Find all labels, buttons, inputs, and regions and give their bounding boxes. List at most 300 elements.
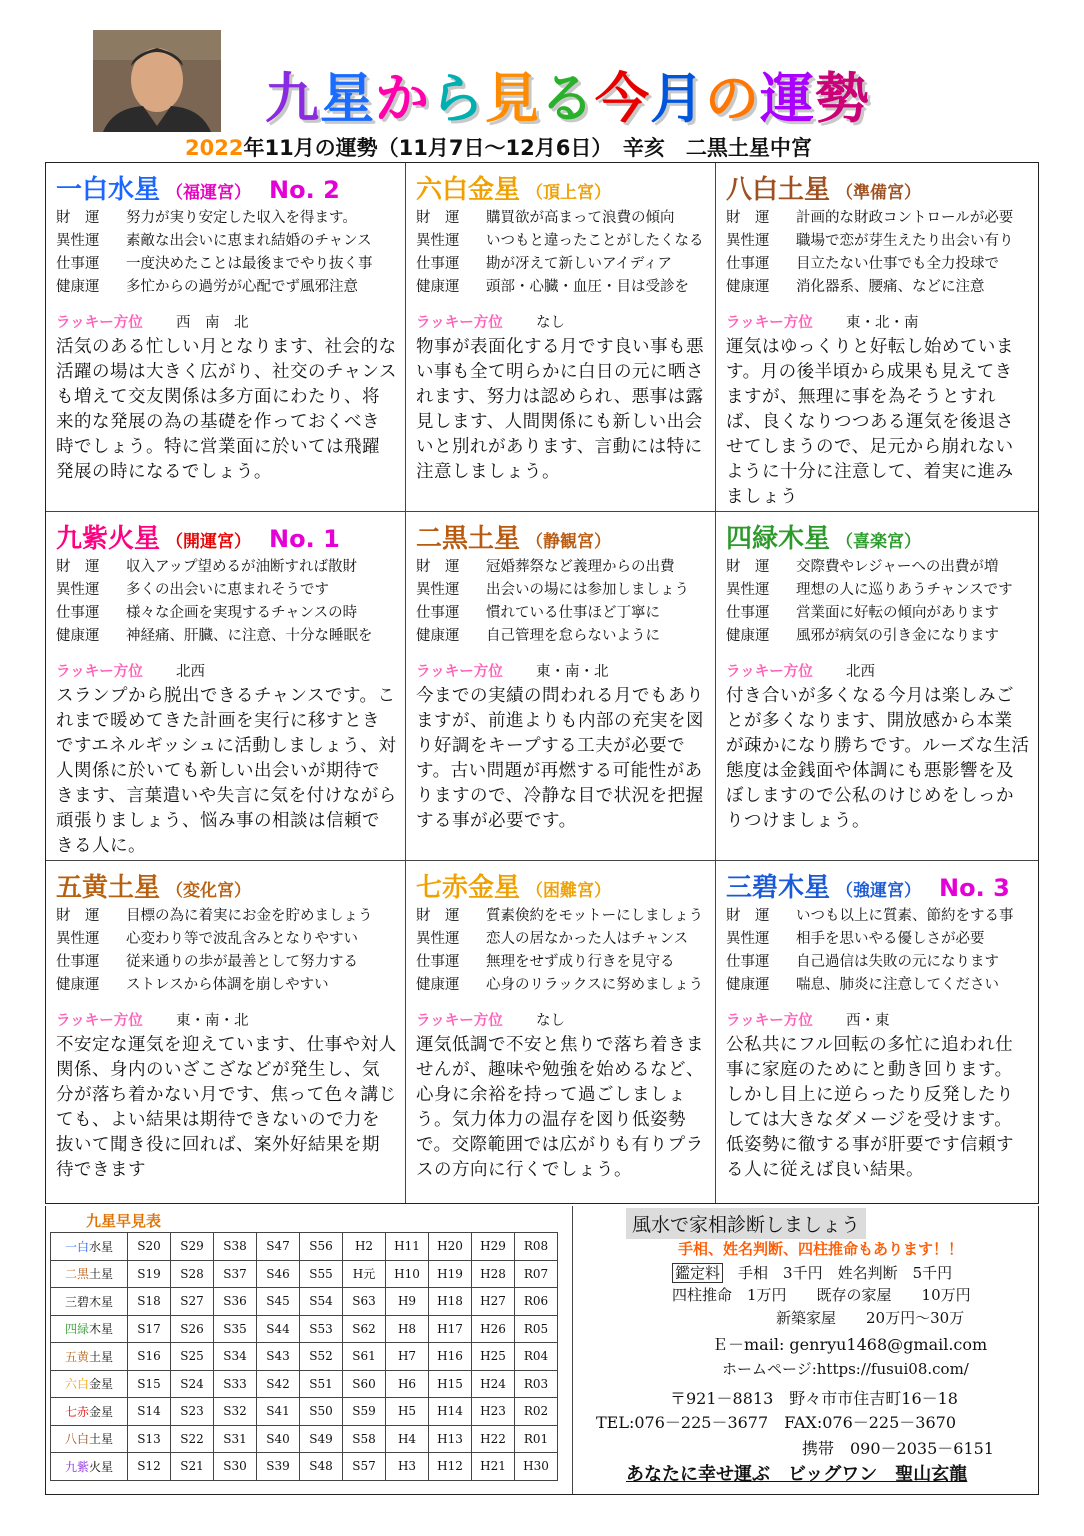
hayami-cell: H22 (472, 1425, 515, 1453)
fortune-line (416, 230, 707, 253)
fortune-value: いつもと違ったことがしたくなる (486, 233, 704, 249)
hayami-cell: S41 (257, 1398, 300, 1426)
star-palace: （静観宮） (526, 532, 612, 552)
hayami-star (51, 1425, 128, 1453)
hayami-star-suffix: 土星 (89, 1267, 114, 1282)
star-palace: （開運宮） (166, 532, 252, 552)
fortune-key: 仕事運 (416, 605, 460, 621)
star-description: 不安定な運気を迎えています、仕事や対人関係、身内のいざこざなどが発生し、気分が落ち着かない月です、焦って色々講じても、よい結果は期待できないので力を抜いて聞き役に回れば、案外好結果を期待できます (56, 1035, 397, 1180)
fortune-value: 理想の人に巡りあうチャンスです (796, 582, 1013, 598)
star-palace: （頂上宮） (526, 183, 612, 203)
lucky-value: なし (536, 315, 565, 331)
fortune-list (726, 207, 1030, 299)
hayami-cell: H29 (472, 1233, 515, 1261)
hayami-cell: H13 (429, 1425, 472, 1453)
fortune-value: 質素倹約をモットーにしましょう (486, 908, 704, 924)
lucky-direction (726, 1011, 1030, 1031)
hayami-cell: S47 (257, 1233, 300, 1261)
fortune-value: 心身のリラックスに努めましょう (486, 977, 704, 993)
hayami-cell: S34 (214, 1343, 257, 1371)
title-char: 今 (595, 67, 650, 130)
fortune-value: 出会いの場には参加しましょう (486, 582, 689, 598)
fortune-line (56, 602, 397, 625)
fortune-key: 異性運 (726, 931, 770, 947)
hayami-row (51, 1425, 558, 1453)
hayami-star-suffix: 金星 (89, 1377, 114, 1392)
hayami-row (51, 1398, 558, 1426)
fortune-key: 財 運 (56, 210, 100, 226)
fortune-line (56, 974, 397, 997)
fortune-key: 異性運 (726, 582, 770, 598)
lucky-direction (726, 313, 1030, 333)
fortune-list (726, 905, 1030, 997)
hayami-star-prefix: 六白 (64, 1377, 89, 1392)
hayami-star-prefix: 八白 (64, 1432, 89, 1447)
fee-line-3: 新築家屋 20万円～30万 (776, 1309, 965, 1327)
hayami-star-suffix: 火星 (89, 1459, 114, 1474)
hayami-cell: H4 (386, 1425, 429, 1453)
hayami-star (51, 1453, 128, 1481)
fortune-key: 異性運 (416, 233, 460, 249)
star-name: 一白水星 (56, 175, 161, 205)
lucky-label: ラッキー方位 (416, 1013, 503, 1029)
hayami-cell: R08 (515, 1233, 558, 1261)
hayami-table (50, 1232, 558, 1481)
hayami-cell: S58 (343, 1425, 386, 1453)
hayami-cell: S17 (128, 1315, 171, 1343)
fortune-value: 消化器系、腰痛、などに注意 (796, 279, 985, 295)
fortune-value: 勘が冴えて新しいアイディア (486, 256, 673, 272)
fortune-line (416, 951, 707, 974)
hayami-star-suffix: 木星 (89, 1294, 114, 1309)
star-name: 二黒土星 (416, 524, 521, 554)
fortune-grid (45, 162, 1039, 1204)
hayami-cell: S55 (300, 1260, 343, 1288)
fortune-list (416, 207, 707, 299)
fortune-line (416, 556, 707, 579)
star-header (416, 169, 707, 205)
fortune-value: 職場で恋が芽生えたり出会い有り (796, 233, 1014, 249)
hayami-cell: H6 (386, 1370, 429, 1398)
fortune-key: 健康運 (726, 977, 770, 993)
fee-1: 手相 3千円 姓名判断 5千円 (738, 1264, 953, 1282)
mobile: 携帯 090－2035－6151 (802, 1439, 994, 1458)
fortune-key: 健康運 (726, 279, 770, 295)
hayami-star (51, 1370, 128, 1398)
lucky-direction (56, 313, 397, 333)
lucky-value: 北西 (176, 664, 205, 680)
hayami-cell: S32 (214, 1398, 257, 1426)
fortune-value: いつも以上に質素、節約をする事 (796, 908, 1014, 924)
star-header (416, 518, 707, 554)
hayami-cell: H12 (429, 1453, 472, 1481)
fortune-key: 異性運 (416, 931, 460, 947)
lucky-value: 東・南・北 (536, 664, 609, 680)
hayami-star (51, 1233, 128, 1261)
homepage-link[interactable]: ホームページ:https://fusui08.com/ (722, 1360, 969, 1378)
fortune-key: 仕事運 (416, 954, 460, 970)
hayami-cell: H21 (472, 1453, 515, 1481)
hayami-cell: S23 (171, 1398, 214, 1426)
hayami-cell: S48 (300, 1453, 343, 1481)
fortune-line (726, 579, 1030, 602)
fortune-line (56, 253, 397, 276)
hayami-cell: S62 (343, 1315, 386, 1343)
fortune-key: 健康運 (416, 628, 460, 644)
fortune-key: 財 運 (56, 559, 100, 575)
fortune-key: 異性運 (56, 582, 100, 598)
fortune-line (726, 905, 1030, 928)
title-char: る (540, 67, 595, 130)
star-palace: （変化宮） (166, 881, 252, 901)
hayami-cell: S53 (300, 1315, 343, 1343)
hayami-star (51, 1288, 128, 1316)
star-description: 今までの実績の問われる月でもありますが、前進よりも内部の充実を図り好調をキープする工夫が必要です。古い問題が再燃する可能性がありますので、冷静な目で状況を把握する事が必要です。 (416, 686, 704, 831)
hayami-cell: H15 (429, 1370, 472, 1398)
hayami-cell: H27 (472, 1288, 515, 1316)
fortune-row (46, 163, 1038, 512)
fortune-list (56, 905, 397, 997)
hayami-cell: H25 (472, 1343, 515, 1371)
fortune-value: 無理をせず成り行きを見守る (486, 954, 675, 970)
star-cell (716, 861, 1038, 1203)
fortune-line (56, 951, 397, 974)
hayami-cell: H9 (386, 1288, 429, 1316)
fortune-row (46, 512, 1038, 861)
hayami-cell: S36 (214, 1288, 257, 1316)
hayami-star-suffix: 土星 (89, 1432, 114, 1447)
lucky-direction (726, 662, 1030, 682)
fortune-line (416, 625, 707, 648)
title-char: 見 (485, 67, 540, 130)
fortune-key: 仕事運 (726, 256, 770, 272)
fortune-line (56, 207, 397, 230)
hayami-row (51, 1233, 558, 1261)
hayami-cell: H7 (386, 1343, 429, 1371)
hayami-star (51, 1398, 128, 1426)
star-description: 運気はゆっくりと好転し始めています。月の後半頃から成果も見えてきますが、無理に事を為そうとすれば、良くなりつつある運気を後退させてしまうので、足元から崩れないように十分に注意して、着実に進みましょう (726, 337, 1014, 507)
star-header (726, 518, 1030, 554)
lucky-value: 北西 (846, 664, 875, 680)
fortune-line (726, 602, 1030, 625)
fortune-key: 健康運 (416, 977, 460, 993)
fortune-line (56, 905, 397, 928)
fortune-value: 一度決めたことは最後までやり抜く事 (126, 256, 373, 272)
fortune-value: 風邪が病気の引き金になります (796, 628, 999, 644)
hayami-cell: R07 (515, 1260, 558, 1288)
fortune-value: 恋人の居なかった人はチャンス (486, 931, 689, 947)
hayami-cell: S57 (343, 1453, 386, 1481)
hayami-cell: R05 (515, 1315, 558, 1343)
hayami-cell: S40 (257, 1425, 300, 1453)
divider (572, 1206, 573, 1494)
fortune-line (416, 207, 707, 230)
star-description: 付き合いが多くなる今月は楽しみごとが多くなります、開放感から本業が疎かになり勝ちです。ルーズな生活態度は金銭面や体調にも悪影響を及ぼしますので公私のけじめをしっかりつけましょう。 (726, 686, 1030, 831)
star-description: 活気のある忙しい月となります、社会的な活躍の場は大きく広がり、社交のチャンスも増えて交友関係は多方面にわたり、将来的な発展の為の基礎を作っておくべき時でしょう。特に営業面に於いては飛躍発展の時になるでしょう。 (56, 337, 397, 482)
fortune-line (726, 253, 1030, 276)
fortune-value: 素敵な出会いに恵まれ結婚のチャンス (126, 233, 372, 249)
lucky-label: ラッキー方位 (726, 315, 813, 331)
star-description: 公私共にフル回転の多忙に追われ仕事に家庭のためにと動き回ります。しかし目上に逆らったり反発したりしては大きなダメージを受けます。低姿勢に徹する事が肝要です信頼する人に従えば良い結果。 (726, 1035, 1014, 1180)
hayami-cell: S46 (257, 1260, 300, 1288)
star-header (726, 867, 1030, 903)
hayami-cell: S19 (128, 1260, 171, 1288)
star-header (726, 169, 1030, 205)
hayami-cell: S43 (257, 1343, 300, 1371)
star-palace: （困難宮） (526, 881, 612, 901)
fortune-value: 計画的な財政コントロールが必要 (796, 210, 1014, 226)
bottom-section (45, 1206, 1039, 1495)
hayami-cell: S61 (343, 1343, 386, 1371)
fortune-value: 営業面に好転の傾向があります (796, 605, 999, 621)
lucky-direction (416, 313, 707, 333)
fortune-key: 財 運 (416, 559, 460, 575)
lucky-value: なし (536, 1013, 565, 1029)
fee-label: 鑑定料 (672, 1263, 723, 1283)
hayami-cell: S29 (171, 1233, 214, 1261)
title-char: 九 (265, 67, 320, 130)
fortune-key: 財 運 (726, 210, 770, 226)
hayami-cell: H16 (429, 1343, 472, 1371)
hayami-star-prefix: 三碧 (64, 1294, 89, 1309)
hayami-cell: S54 (300, 1288, 343, 1316)
email[interactable]: Ｅ－mail: genryu1468@gmail.com (712, 1335, 988, 1354)
star-description: スランプから脱出できるチャンスです。これまで暖めてきた計画を実行に移すときですエネルギッシュに活動しましょう、対人関係に於いても新しい出会いが期待できます、言葉遣いや失言に気を付けながら頑張りましょう、悩み事の相談は信頼できる人に。 (56, 686, 397, 856)
fortune-key: 仕事運 (56, 954, 100, 970)
title-char: ら (430, 67, 485, 130)
hayami-title: 九星早見表 (86, 1212, 162, 1230)
fortune-value: 多くの出会いに恵まれそうです (126, 582, 329, 598)
hayami-star-suffix: 土星 (89, 1349, 114, 1364)
hayami-cell: S14 (128, 1398, 171, 1426)
fortune-value: 目立たない仕事でも全力投球で (796, 256, 999, 272)
hayami-row (51, 1315, 558, 1343)
page-title (265, 56, 870, 133)
star-cell (406, 512, 716, 860)
lucky-value: 西・東 (846, 1013, 890, 1029)
hayami-star-prefix: 七赤 (64, 1404, 89, 1419)
star-header (56, 169, 397, 205)
hayami-star (51, 1343, 128, 1371)
star-name: 四緑木星 (726, 524, 831, 554)
fortune-line (416, 905, 707, 928)
fortune-value: 目標の為に着実にお金を貯めましょう (126, 908, 373, 924)
hayami-star-prefix: 五黄 (64, 1349, 89, 1364)
star-name: 三碧木星 (726, 873, 831, 903)
fortune-value: 多忙からの過労が心配でず風邪注意 (126, 279, 358, 295)
fortune-key: 健康運 (56, 279, 100, 295)
star-description: 物事が表面化する月です良い事も悪い事も全て明らかに白日の元に晒されます、努力は認められ、悪事は露見します、人間関係にも新しい出会いと別れがあります、言動には特に注意しましょう。 (416, 337, 704, 482)
fortune-key: 財 運 (416, 908, 460, 924)
hayami-cell: S20 (128, 1233, 171, 1261)
star-name: 五黄土星 (56, 873, 161, 903)
star-header (416, 867, 707, 903)
hayami-cell: H元 (343, 1260, 386, 1288)
fortune-value: 冠婚葬祭など義理からの出費 (486, 559, 675, 575)
lucky-value: 西 南 北 (176, 315, 249, 331)
hayami-cell: S33 (214, 1370, 257, 1398)
hayami-star-suffix: 水星 (89, 1239, 114, 1254)
hayami-star-suffix: 木星 (89, 1322, 114, 1337)
star-palace: （強運宮） (836, 881, 922, 901)
fortune-value: 神経痛、肝臓、に注意、十分な睡眠を (126, 628, 373, 644)
fortune-value: 慣れている仕事ほど丁寧に (486, 605, 660, 621)
hayami-cell: S26 (171, 1315, 214, 1343)
lucky-direction (416, 1011, 707, 1031)
fortune-line (726, 556, 1030, 579)
lucky-label: ラッキー方位 (56, 664, 143, 680)
fortune-key: 健康運 (416, 279, 460, 295)
fortune-list (416, 556, 707, 648)
hayami-cell: S63 (343, 1288, 386, 1316)
fee-line-2: 四柱推命 1万円 既存の家屋 10万円 (672, 1286, 971, 1304)
hayami-cell: S16 (128, 1343, 171, 1371)
hayami-star (51, 1260, 128, 1288)
fortune-list (416, 905, 707, 997)
lucky-label: ラッキー方位 (726, 1013, 813, 1029)
fortune-key: 仕事運 (416, 256, 460, 272)
fortune-line (56, 276, 397, 299)
fortune-value: 心変わり等で波乱含みとなりやすい (126, 931, 358, 947)
hayami-cell: H2 (343, 1233, 386, 1261)
star-description: 運気低調で不安と焦りで落ち着きませんが、趣味や勉強を始めるなど、心身に余裕を持って過ごしましょう。気力体力の温存を図り低姿勢で。交際範囲では広がりも有りプラスの方向に行くでしょう。 (416, 1035, 704, 1180)
hayami-cell: S38 (214, 1233, 257, 1261)
fortune-line (726, 230, 1030, 253)
fortune-value: 交際費やレジャーへの出費が増 (796, 559, 999, 575)
fortune-key: 財 運 (726, 908, 770, 924)
title-char: 星 (320, 67, 375, 130)
hayami-cell: S44 (257, 1315, 300, 1343)
hayami-cell: H20 (429, 1233, 472, 1261)
hayami-cell: H18 (429, 1288, 472, 1316)
portrait-photo (93, 30, 221, 132)
hayami-cell: S25 (171, 1343, 214, 1371)
rank-badge: No. 3 (939, 874, 1010, 902)
hayami-cell: H19 (429, 1260, 472, 1288)
lucky-direction (56, 1011, 397, 1031)
fortune-value: 購買欲が高まって浪費の傾向 (486, 210, 675, 226)
hayami-row (51, 1370, 558, 1398)
star-palace: （福運宮） (166, 183, 252, 203)
fortune-value: 喘息、肺炎に注意してください (796, 977, 999, 993)
star-name: 九紫火星 (56, 524, 161, 554)
hayami-cell: S56 (300, 1233, 343, 1261)
star-name: 七赤金星 (416, 873, 521, 903)
fortune-key: 健康運 (726, 628, 770, 644)
fortune-line (416, 579, 707, 602)
hayami-cell: S35 (214, 1315, 257, 1343)
hayami-cell: R02 (515, 1398, 558, 1426)
hayami-cell: S50 (300, 1398, 343, 1426)
hayami-cell: S60 (343, 1370, 386, 1398)
hayami-cell: S59 (343, 1398, 386, 1426)
fortune-key: 財 運 (726, 559, 770, 575)
star-cell (46, 861, 406, 1203)
fortune-line (56, 556, 397, 579)
hayami-cell: R01 (515, 1425, 558, 1453)
lucky-label: ラッキー方位 (726, 664, 813, 680)
fortune-line (726, 625, 1030, 648)
star-cell (716, 512, 1038, 860)
subtitle-text: 年11月の運勢（11月7日～12月6日） 辛亥 二黒土星中宮 (243, 136, 812, 160)
fortune-value: 自己過信は失敗の元になります (796, 954, 999, 970)
hayami-row (51, 1288, 558, 1316)
fortune-line (56, 230, 397, 253)
fortune-list (56, 207, 397, 299)
fortune-key: 仕事運 (56, 256, 100, 272)
lucky-direction (416, 662, 707, 682)
fortune-key: 異性運 (726, 233, 770, 249)
signature: あなたに幸せ運ぶ ビッグワン 聖山玄龍 (626, 1464, 968, 1485)
hayami-cell: S21 (171, 1453, 214, 1481)
fortune-value: 収入アップ望めるが油断すれば散財 (126, 559, 357, 575)
hayami-star-prefix: 九紫 (64, 1459, 89, 1474)
hayami-row (51, 1453, 558, 1481)
star-header (56, 518, 397, 554)
fortune-key: 財 運 (56, 908, 100, 924)
lucky-direction (56, 662, 397, 682)
hayami-cell: H11 (386, 1233, 429, 1261)
fortune-key: 異性運 (56, 233, 100, 249)
lucky-label: ラッキー方位 (56, 1013, 143, 1029)
hayami-star (51, 1315, 128, 1343)
lucky-value: 東・北・南 (846, 315, 919, 331)
star-header (56, 867, 397, 903)
hayami-cell: H24 (472, 1370, 515, 1398)
fortune-line (416, 276, 707, 299)
hayami-cell: S30 (214, 1453, 257, 1481)
fortune-value: 相手を思いやる優しさが必要 (796, 931, 985, 947)
hayami-cell: R03 (515, 1370, 558, 1398)
fortune-key: 健康運 (56, 628, 100, 644)
fortune-line (416, 253, 707, 276)
title-char: の (705, 67, 760, 130)
hayami-cell: S37 (214, 1260, 257, 1288)
hayami-cell: R04 (515, 1343, 558, 1371)
hayami-cell: S18 (128, 1288, 171, 1316)
star-cell (406, 163, 716, 511)
fortune-value: 努力が実り安定した収入を得ます。 (126, 210, 357, 226)
fortune-key: 健康運 (56, 977, 100, 993)
star-palace: （喜楽宮） (836, 532, 922, 552)
hayami-cell: S39 (257, 1453, 300, 1481)
fortune-key: 異性運 (416, 582, 460, 598)
fortune-key: 財 運 (416, 210, 460, 226)
hayami-cell: H26 (472, 1315, 515, 1343)
fortune-line (56, 625, 397, 648)
hayami-cell: H28 (472, 1260, 515, 1288)
fortune-key: 仕事運 (56, 605, 100, 621)
fortune-key: 異性運 (56, 931, 100, 947)
hayami-star-prefix: 四緑 (64, 1322, 89, 1337)
hayami-cell: H17 (429, 1315, 472, 1343)
fortune-line (726, 276, 1030, 299)
fortune-line (56, 928, 397, 951)
lucky-value: 東・南・北 (176, 1013, 249, 1029)
lucky-label: ラッキー方位 (416, 664, 503, 680)
rank-badge: No. 2 (269, 176, 340, 204)
hayami-cell: S27 (171, 1288, 214, 1316)
fortune-line (416, 928, 707, 951)
hayami-cell: S13 (128, 1425, 171, 1453)
hayami-cell: H23 (472, 1398, 515, 1426)
hayami-row (51, 1260, 558, 1288)
fortune-value: 自己管理を怠らないように (486, 628, 660, 644)
hayami-cell: S31 (214, 1425, 257, 1453)
services-note: 手相、姓名判断、四柱推命もあります！！ (678, 1240, 964, 1258)
star-name: 六白金星 (416, 175, 521, 205)
star-cell (406, 861, 716, 1203)
